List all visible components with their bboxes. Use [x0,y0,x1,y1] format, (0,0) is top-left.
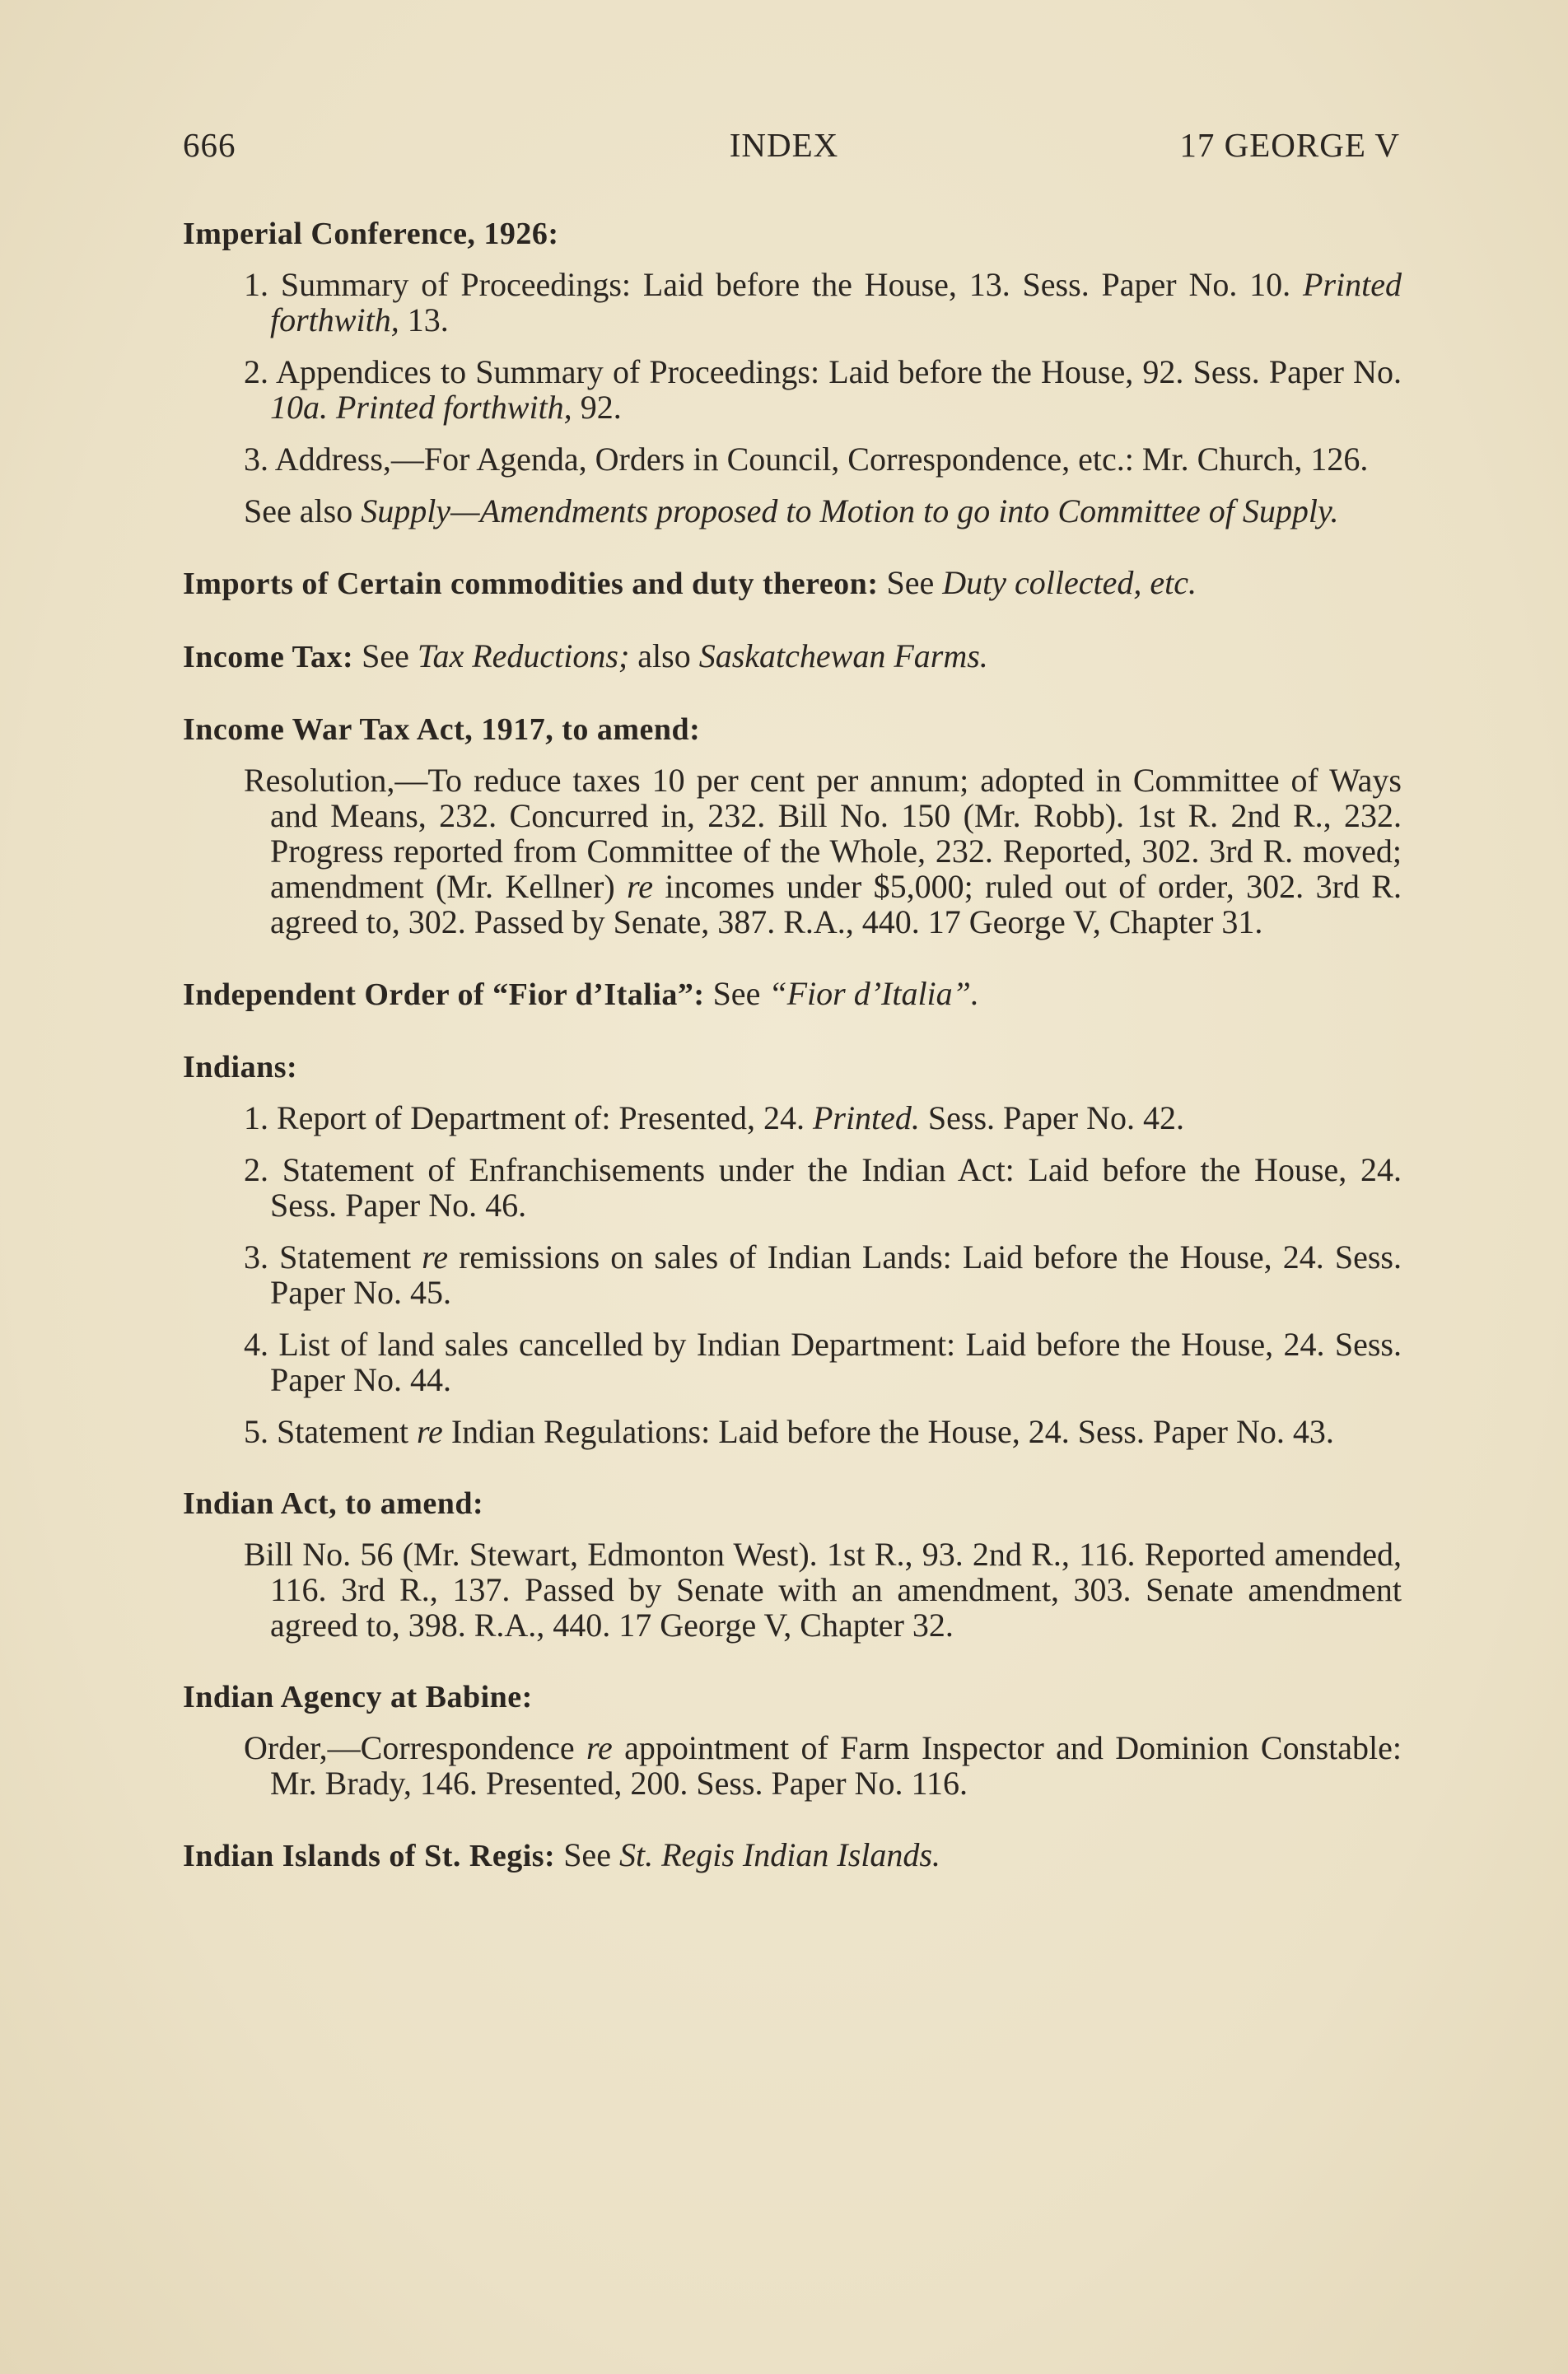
item-emphasis: re [422,1238,448,1276]
item-text: 1. Report of Department of: Presented, 24. [244,1099,813,1136]
entry-body: Bill No. 56 (Mr. Stewart, Edmonton West). 1st R., 93. 2nd R., 116. Reported amended, 116. 3rd R., 137. Passed by Senate with an amendment, 303. Senate amendment agreed to, 398. R.A., 440. 17 George V, Chapter 32. [244,1536,1402,1644]
see-reference: Duty collected, etc. [942,564,1197,601]
page-number: 666 [183,126,236,164]
item-text: Indian Regulations: Laid before the House, 24. Sess. Paper No. 43. [442,1413,1334,1450]
entry-indian-islands-st-regis [183,1837,1402,1874]
see-reference: Saskatchewan Farms. [698,637,988,674]
list-item [183,1414,1402,1449]
entry-income-war-tax-act [183,711,1402,940]
item-emphasis: 10a. [270,389,328,426]
see-label: See [878,564,943,601]
entry-indian-act [183,1485,1402,1643]
page-title: INDEX [729,126,839,164]
entry-imports [183,565,1402,602]
list-item [183,267,1402,338]
item-text: 13. [399,301,449,338]
entry-heading: Imperial Conference, 1926: [183,217,559,251]
body-text: appointment of Farm Inspector and Dominion Constable: Mr. Brady, 146. Presented, 200. Sess. Paper No. 116. [270,1729,1402,1802]
item-text: Sess. Paper No. 42. [919,1099,1185,1136]
entry-indians [183,1049,1402,1449]
entry-heading: Indian Agency at Babine: [183,1680,533,1714]
item-emphasis: Printed forthwith, [270,266,1402,338]
entry-independent-order [183,976,1402,1013]
item-text [328,389,336,426]
list-item: 3. Address,—For Agenda, Orders in Council, Correspondence, etc.: Mr. Church, 126. [244,441,1369,478]
list-item [183,1239,1402,1310]
item-text: 5. Statement [244,1413,417,1450]
see-label: See also [244,492,362,529]
see-reference: Tax Reductions; [417,637,630,674]
see-reference: St. Regis Indian Islands. [618,1836,940,1873]
entry-body [183,763,1402,940]
heading-text: Independent Order of “Fior d’Italia”: [183,977,705,1012]
entry-heading: Indians: [183,1050,298,1084]
entry-heading [183,565,1402,602]
heading-text: Imports of Certain commodities and duty thereon: [183,567,879,601]
see-label: also [629,637,699,674]
see-label: See [353,637,418,674]
item-text: remissions on sales of Indian Lands: Laid before the House, 24. Sess. Paper No. 45. [270,1238,1402,1311]
entry-imperial-conference [183,216,1402,529]
entry-heading [183,1837,1402,1874]
item-emphasis: Printed. [812,1099,920,1136]
list-item [183,1100,1402,1136]
list-item: 2. Statement of Enfranchisements under the Indian Act: Laid before the House, 24. Sess. Paper No. 46. [244,1151,1402,1224]
item-text: 1. Summary of Proceedings: Laid before the House, 13. Sess. Paper No. 10. [244,266,1304,303]
entry-heading: Indian Act, to amend: [183,1486,484,1521]
see-reference: “Fior d’Italia”. [768,975,979,1012]
item-emphasis: Printed forthwith, [336,389,572,426]
body-text: Resolution,—To reduce taxes 10 per cent per annum; adopted in Committee of Ways and Means, 232. Concurred in, 232. Bill No. 150 (Mr. Robb). 1st R. 2nd R., 232. Progress reported from Committee of the Whole, 232. Reported, 302. 3rd R. moved; amendment (Mr. Kellner) [244,762,1402,905]
body-text: incomes under $5,000; ruled out of order, 302. 3rd R. agreed to, 302. Passed by Senate, 387. R.A., 440. 17 George V, Chapter 31. [270,868,1402,940]
heading-text: Income Tax: [183,640,354,674]
body-emphasis: re [586,1729,613,1766]
item-text: 3. Statement [244,1238,422,1276]
body-text: Order,—Correspondence [244,1729,586,1766]
entry-income-tax [183,638,1402,675]
list-item: 4. List of land sales cancelled by Indian Department: Laid before the House, 24. Sess. Paper No. 44. [244,1326,1402,1398]
entry-heading [183,976,1402,1013]
body-emphasis: re [627,868,653,905]
heading-text: Indian Islands of St. Regis: [183,1839,556,1873]
running-header: 17 GEORGE V [1179,126,1400,164]
list-item [183,354,1402,425]
item-text: 92. [572,389,622,426]
see-label: See [704,975,769,1012]
entry-body [183,1730,1402,1801]
index-content [183,216,1402,1910]
entry-indian-agency-babine [183,1679,1402,1801]
see-reference: Supply—Amendments proposed to Motion to go into Committee of Supply. [361,492,1339,529]
entry-heading: Income War Tax Act, 1917, to amend: [183,712,701,747]
see-also [183,493,1402,529]
item-text: 2. Appendices to Summary of Proceedings: Laid before the House, 92. Sess. Paper No. [244,353,1402,390]
entry-heading [183,638,1402,675]
item-emphasis: re [416,1413,443,1450]
see-label: See [555,1836,619,1873]
